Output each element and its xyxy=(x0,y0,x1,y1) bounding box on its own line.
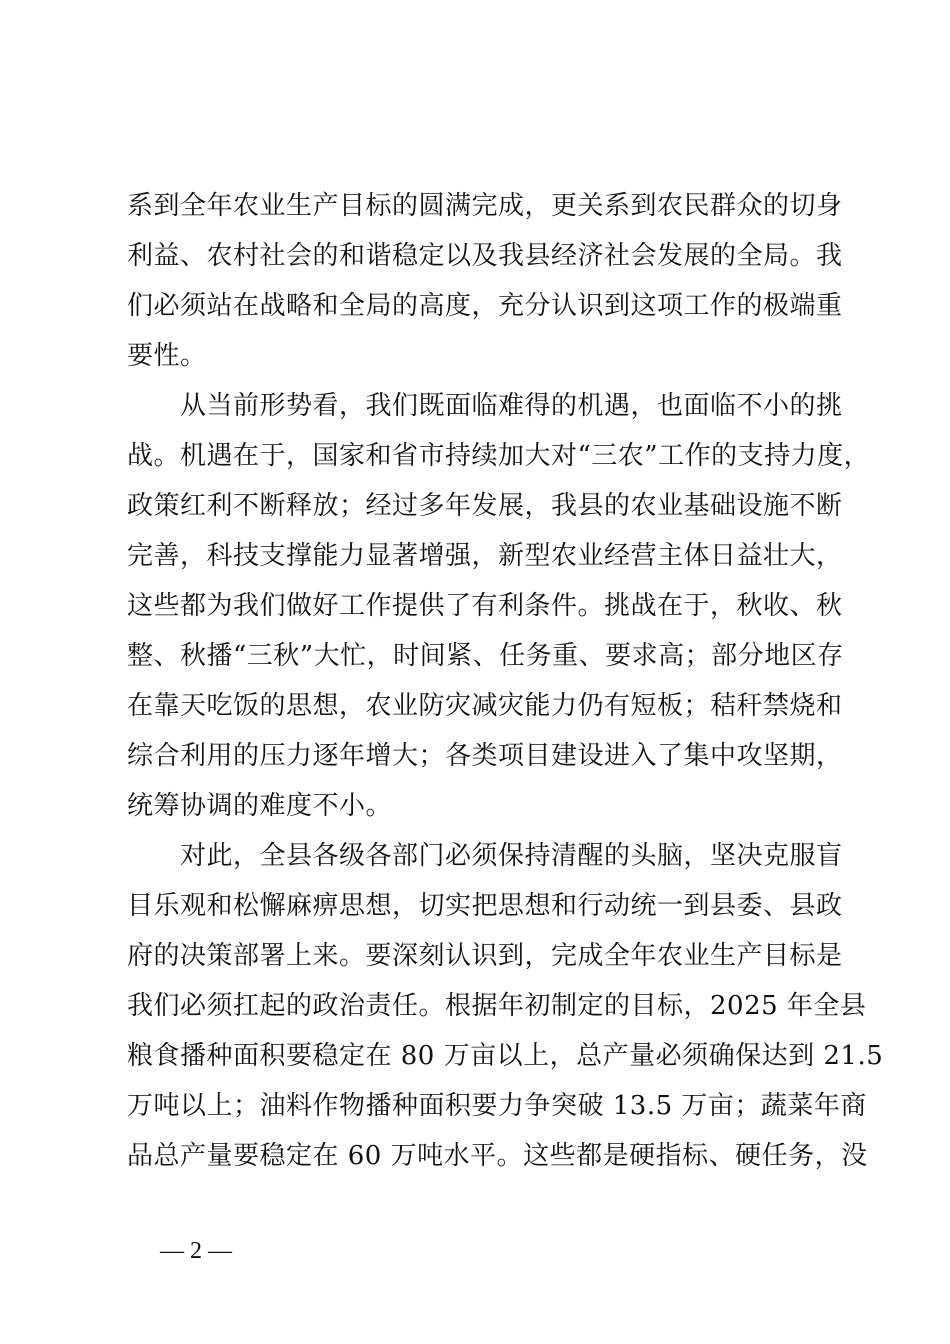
text-line: 我们必须扛起的政治责任。根据年初制定的目标，2025 年全县 xyxy=(127,991,867,1021)
text-line: 战。机遇在于，国家和省市持续加大对“三农”工作的支持力度， xyxy=(127,441,871,471)
text-line: 这些都为我们做好工作提供了有利条件。挑战在于，秋收、秋 xyxy=(127,591,843,621)
text-line: 万吨以上；油料作物播种面积要力争突破 13.5 万亩；蔬菜年商 xyxy=(127,1091,867,1121)
text-line: 综合利用的压力逐年增大；各类项目建设进入了集中攻坚期， xyxy=(127,741,843,771)
text-line: 利益、农村社会的和谐稳定以及我县经济社会发展的全局。我 xyxy=(127,241,843,271)
text-line: 统筹协调的难度不小。 xyxy=(127,791,393,821)
text-line: 对此，全县各级各部门必须保持清醒的头脑，坚决克服盲 xyxy=(127,841,843,871)
text-line: 品总产量要稳定在 60 万吨水平。这些都是硬指标、硬任务，没 xyxy=(127,1141,868,1171)
text-line: 要性。 xyxy=(127,341,207,371)
text-line: 从当前形势看，我们既面临难得的机遇，也面临不小的挑 xyxy=(127,391,843,421)
page-number: — 2 — xyxy=(160,1238,232,1264)
text-line: 完善，科技支撑能力显著增强，新型农业经营主体日益壮大， xyxy=(127,541,843,571)
text-line: 在靠天吃饭的思想，农业防灾减灾能力仍有短板；秸秆禁烧和 xyxy=(127,691,843,721)
text-line: 粮食播种面积要稳定在 80 万亩以上，总产量必须确保达到 21.5 xyxy=(127,1041,884,1071)
text-line: 们必须站在战略和全局的高度，充分认识到这项工作的极端重 xyxy=(127,291,843,321)
text-line: 目乐观和松懈麻痹思想，切实把思想和行动统一到县委、县政 xyxy=(127,891,843,921)
text-line: 政策红利不断释放；经过多年发展，我县的农业基础设施不断 xyxy=(127,491,843,521)
body-text xyxy=(127,181,884,1181)
text-line: 府的决策部署上来。要深刻认识到，完成全年农业生产目标是 xyxy=(127,941,843,971)
text-line: 整、秋播“三秋”大忙，时间紧、任务重、要求高；部分地区存 xyxy=(127,641,844,671)
text-line: 系到全年农业生产目标的圆满完成，更关系到农民群众的切身 xyxy=(127,191,843,221)
